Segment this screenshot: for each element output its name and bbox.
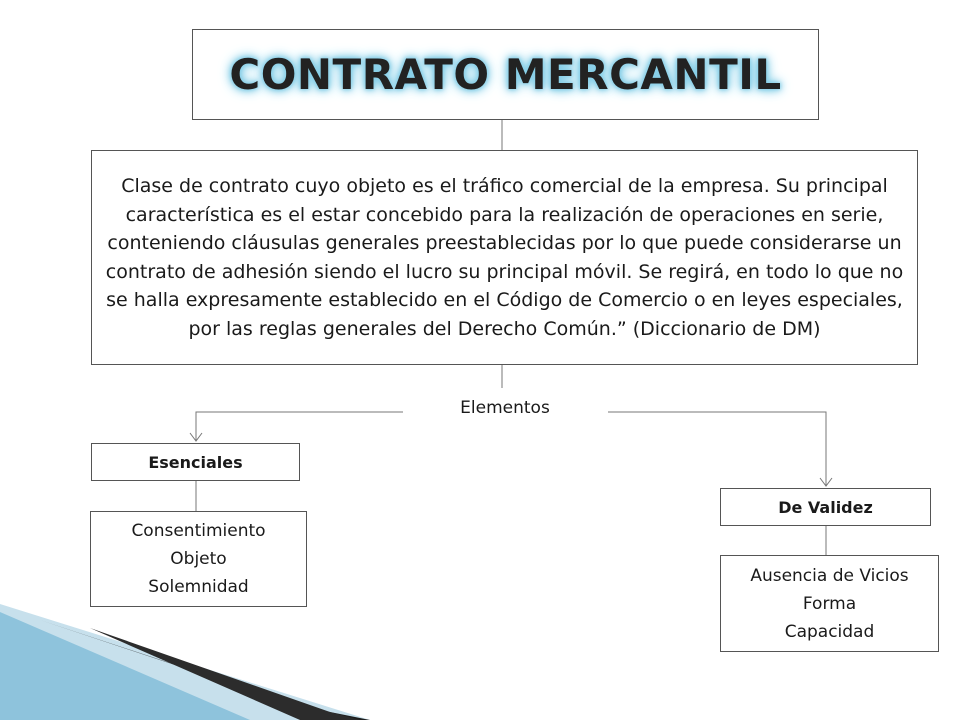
esenciales-item: Objeto <box>170 549 227 569</box>
esenciales-item: Solemnidad <box>148 577 249 597</box>
diagram-title: CONTRATO MERCANTIL <box>229 50 782 99</box>
connector-elementos-validez <box>608 412 826 486</box>
validez-heading: De Validez <box>778 497 873 517</box>
elementos-label: Elementos <box>460 398 550 418</box>
validez-heading-box <box>720 488 931 526</box>
esenciales-heading-box <box>91 443 300 481</box>
validez-item: Forma <box>802 593 857 614</box>
validez-item: Ausencia de Vicios <box>750 565 909 586</box>
definition-text: Clase de contrato cuyo objeto es el tráfico comercial de la empresa. Su principal característica es el estar concebido para la realización de operaciones en serie, conteniendo cláusulas generales preestablecidas por lo que puede considerarse un contrato de adhesión siendo el lucro su principal móvil. Se regirá, en todo lo que no se halla expresamente establecido en el Código de Comercio o en leyes especiales, por las reglas generales del Derecho Común.” (Diccionario de DM) <box>105 175 904 340</box>
esenciales-heading: Esenciales <box>148 452 243 472</box>
esenciales-item: Consentimiento <box>131 521 266 541</box>
validez-item: Capacidad <box>784 621 875 642</box>
decorative-swoosh <box>0 604 370 720</box>
definition-box <box>91 150 918 365</box>
connector-elementos-esenciales <box>196 412 403 441</box>
validez-list-box <box>720 555 939 652</box>
esenciales-list-box <box>90 511 307 607</box>
title-box <box>192 29 819 120</box>
